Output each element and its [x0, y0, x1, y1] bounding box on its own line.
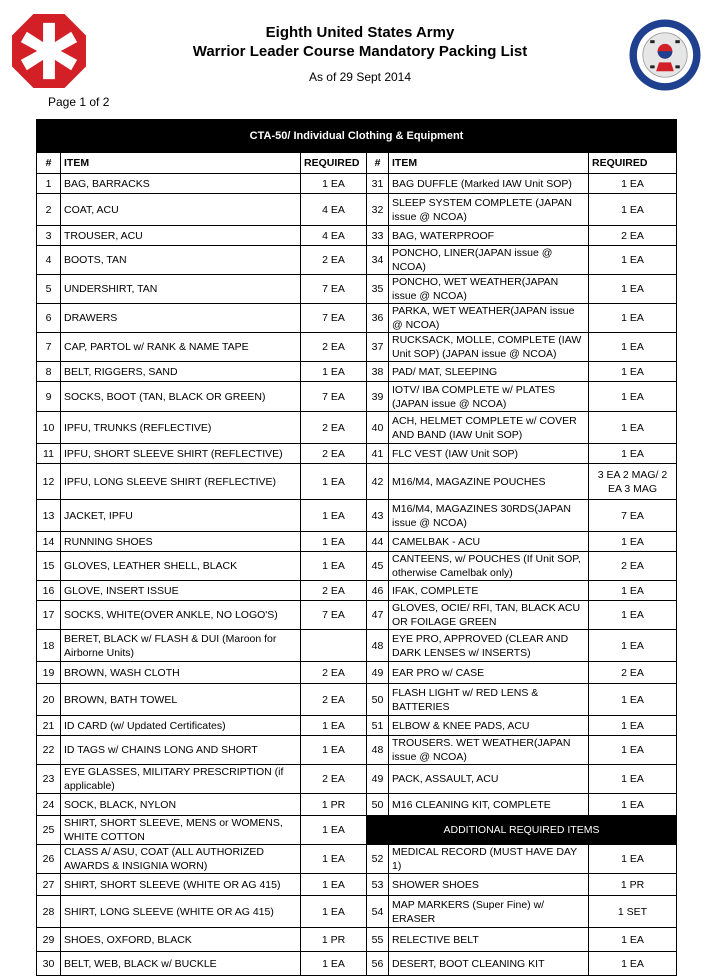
- item-required: 1 EA: [589, 601, 677, 630]
- item-name: BAG DUFFLE (Marked IAW Unit SOP): [389, 174, 589, 194]
- item-name: FLC VEST (IAW Unit SOP): [389, 444, 589, 464]
- item-required: 1 EA: [589, 246, 677, 275]
- item-number: 52: [367, 845, 389, 874]
- item-name: BERET, BLACK w/ FLASH & DUI (Maroon for Airborne Units): [61, 630, 301, 662]
- item-number: 27: [37, 874, 61, 896]
- item-required: 2 EA: [301, 684, 367, 716]
- table-row: [37, 412, 677, 444]
- item-number: 28: [37, 896, 61, 928]
- table-row: [37, 928, 677, 952]
- document-title: Eighth United States Army: [265, 24, 455, 41]
- table-row: [37, 532, 677, 552]
- item-required: 1 EA: [589, 333, 677, 362]
- item-name: BOOTS, TAN: [61, 246, 301, 275]
- col-header-required: REQUIRED: [301, 153, 367, 174]
- item-required: 2 EA: [301, 333, 367, 362]
- item-number: 50: [367, 684, 389, 716]
- item-number: 55: [367, 928, 389, 952]
- item-required: 1 EA: [301, 952, 367, 976]
- item-required: 1 EA: [301, 874, 367, 896]
- item-number: 37: [367, 333, 389, 362]
- item-name: RUNNING SHOES: [61, 532, 301, 552]
- item-required: 1 EA: [589, 794, 677, 816]
- item-number: 47: [367, 601, 389, 630]
- item-number: 13: [37, 500, 61, 532]
- item-required: 1 EA: [589, 194, 677, 226]
- table-row: [37, 630, 677, 662]
- item-name: CANTEENS, w/ POUCHES (If Unit SOP, otherwise Camelbak only): [389, 552, 589, 581]
- item-name: MEDICAL RECORD (MUST HAVE DAY 1): [389, 845, 589, 874]
- item-number: 30: [37, 952, 61, 976]
- item-name: BELT, WEB, BLACK w/ BUCKLE: [61, 952, 301, 976]
- item-name: ID CARD (w/ Updated Certificates): [61, 716, 301, 736]
- table-row: [37, 226, 677, 246]
- item-name: BROWN, WASH CLOTH: [61, 662, 301, 684]
- item-name: UNDERSHIRT, TAN: [61, 275, 301, 304]
- item-name: PAD/ MAT, SLEEPING: [389, 362, 589, 382]
- table-row: [37, 362, 677, 382]
- item-name: COAT, ACU: [61, 194, 301, 226]
- item-number: 3: [37, 226, 61, 246]
- document-subtitle: Warrior Leader Course Mandatory Packing List: [192, 43, 528, 60]
- item-required: 7 EA: [589, 500, 677, 532]
- item-required: 1 EA: [589, 275, 677, 304]
- table-row: [37, 601, 677, 630]
- col-header-item: ITEM: [61, 153, 301, 174]
- item-required: 4 EA: [301, 194, 367, 226]
- item-number: 49: [367, 662, 389, 684]
- item-required: 1 PR: [301, 928, 367, 952]
- table-row: [37, 794, 677, 816]
- item-number: 5: [37, 275, 61, 304]
- item-number: 54: [367, 896, 389, 928]
- additional-items-header: ADDITIONAL REQUIRED ITEMS: [367, 816, 677, 845]
- item-number: 50: [367, 794, 389, 816]
- table-row: [37, 816, 677, 845]
- item-name: CLASS A/ ASU, COAT (ALL AUTHORIZED AWARDS & INSIGNIA WORN): [61, 845, 301, 874]
- item-number: 1: [37, 174, 61, 194]
- item-name: M16/M4, MAGAZINES 30RDS(JAPAN issue @ NCOA): [389, 500, 589, 532]
- table-row: [37, 304, 677, 333]
- item-name: GLOVE, INSERT ISSUE: [61, 581, 301, 601]
- item-name: IPFU, TRUNKS (REFLECTIVE): [61, 412, 301, 444]
- table-row: [37, 382, 677, 412]
- item-required: 1 EA: [589, 765, 677, 794]
- item-required: 1 EA: [589, 382, 677, 412]
- item-name: JACKET, IPFU: [61, 500, 301, 532]
- item-number: 51: [367, 716, 389, 736]
- item-number: 12: [37, 464, 61, 500]
- table-row: [37, 896, 677, 928]
- item-required: 2 EA: [301, 246, 367, 275]
- item-name: TROUSERS. WET WEATHER(JAPAN issue @ NCOA): [389, 736, 589, 765]
- table-row: [37, 845, 677, 874]
- item-number: 21: [37, 716, 61, 736]
- item-name: SHIRT, LONG SLEEVE (WHITE OR AG 415): [61, 896, 301, 928]
- item-name: SHIRT, SHORT SLEEVE, MENS or WOMENS, WHITE COTTON: [61, 816, 301, 845]
- item-required: 3 EA 2 MAG/ 2 EA 3 MAG: [589, 464, 677, 500]
- item-required: 2 EA: [589, 552, 677, 581]
- item-name: EYE GLASSES, MILITARY PRESCRIPTION (if applicable): [61, 765, 301, 794]
- page-number: Page 1 of 2: [48, 95, 110, 109]
- item-number: 16: [37, 581, 61, 601]
- as-of-date: As of 29 Sept 2014: [308, 70, 412, 84]
- item-number: 9: [37, 382, 61, 412]
- item-number: 10: [37, 412, 61, 444]
- item-required: 2 EA: [589, 662, 677, 684]
- item-name: SOCK, BLACK, NYLON: [61, 794, 301, 816]
- col-header-required: REQUIRED: [589, 153, 677, 174]
- table-row: [37, 246, 677, 275]
- item-number: 41: [367, 444, 389, 464]
- item-number: 48: [367, 630, 389, 662]
- item-number: 46: [367, 581, 389, 601]
- item-number: 34: [367, 246, 389, 275]
- item-number: 38: [367, 362, 389, 382]
- table-row: [37, 952, 677, 976]
- item-name: M16/M4, MAGAZINE POUCHES: [389, 464, 589, 500]
- item-name: CAP, PARTOL w/ RANK & NAME TAPE: [61, 333, 301, 362]
- item-required: 7 EA: [301, 275, 367, 304]
- item-name: IOTV/ IBA COMPLETE w/ PLATES (JAPAN issue @ NCOA): [389, 382, 589, 412]
- item-number: 39: [367, 382, 389, 412]
- item-required: 1 EA: [589, 412, 677, 444]
- section-banner: CTA-50/ Individual Clothing & Equipment: [37, 120, 677, 153]
- item-name: SOCKS, BOOT (TAN, BLACK OR GREEN): [61, 382, 301, 412]
- item-number: 29: [37, 928, 61, 952]
- item-name: PONCHO, WET WEATHER(JAPAN issue @ NCOA): [389, 275, 589, 304]
- item-required: 1 EA: [589, 581, 677, 601]
- item-required: 1 EA: [589, 362, 677, 382]
- item-number: 15: [37, 552, 61, 581]
- item-required: 2 EA: [301, 444, 367, 464]
- packing-list-table: [36, 119, 677, 976]
- item-number: 6: [37, 304, 61, 333]
- item-required: 7 EA: [301, 304, 367, 333]
- item-name: SOCKS, WHITE(OVER ANKLE, NO LOGO'S): [61, 601, 301, 630]
- item-required: 1 EA: [301, 845, 367, 874]
- table-row: [37, 684, 677, 716]
- item-required: 1 EA: [301, 500, 367, 532]
- item-name: SHIRT, SHORT SLEEVE (WHITE OR AG 415): [61, 874, 301, 896]
- item-required: 2 EA: [301, 412, 367, 444]
- item-required: 1 EA: [589, 630, 677, 662]
- item-name: BAG, WATERPROOF: [389, 226, 589, 246]
- table-row: [37, 333, 677, 362]
- item-name: GLOVES, OCIE/ RFI, TAN, BLACK ACU OR FOILAGE GREEN: [389, 601, 589, 630]
- item-name: CAMELBAK - ACU: [389, 532, 589, 552]
- item-required: 1 EA: [589, 684, 677, 716]
- table-row: [37, 581, 677, 601]
- item-required: 1 EA: [589, 716, 677, 736]
- item-required: [301, 630, 367, 662]
- item-required: 1 EA: [589, 174, 677, 194]
- item-required: 1 PR: [589, 874, 677, 896]
- col-header-num: #: [37, 153, 61, 174]
- item-number: 48: [367, 736, 389, 765]
- item-number: 11: [37, 444, 61, 464]
- item-number: 44: [367, 532, 389, 552]
- table-row: [37, 174, 677, 194]
- item-required: 1 EA: [301, 552, 367, 581]
- item-name: PARKA, WET WEATHER(JAPAN issue @ NCOA): [389, 304, 589, 333]
- item-required: 1 EA: [589, 928, 677, 952]
- item-required: 4 EA: [301, 226, 367, 246]
- item-name: SHOWER SHOES: [389, 874, 589, 896]
- item-number: 4: [37, 246, 61, 275]
- item-number: 8: [37, 362, 61, 382]
- item-name: SHOES, OXFORD, BLACK: [61, 928, 301, 952]
- item-name: SLEEP SYSTEM COMPLETE (JAPAN issue @ NCOA): [389, 194, 589, 226]
- item-required: 1 EA: [301, 896, 367, 928]
- item-number: 23: [37, 765, 61, 794]
- item-required: 1 EA: [589, 736, 677, 765]
- item-required: 1 EA: [589, 304, 677, 333]
- col-header-item: ITEM: [389, 153, 589, 174]
- item-name: BELT, RIGGERS, SAND: [61, 362, 301, 382]
- item-required: 1 EA: [589, 532, 677, 552]
- item-name: DESERT, BOOT CLEANING KIT: [389, 952, 589, 976]
- item-number: 43: [367, 500, 389, 532]
- item-number: 35: [367, 275, 389, 304]
- item-required: 1 EA: [301, 736, 367, 765]
- table-row: [37, 552, 677, 581]
- item-name: EAR PRO w/ CASE: [389, 662, 589, 684]
- table-row: [37, 662, 677, 684]
- item-number: 26: [37, 845, 61, 874]
- item-name: M16 CLEANING KIT, COMPLETE: [389, 794, 589, 816]
- table-row: [37, 736, 677, 765]
- item-number: 36: [367, 304, 389, 333]
- item-number: 22: [37, 736, 61, 765]
- item-required: 1 EA: [589, 444, 677, 464]
- item-name: IFAK, COMPLETE: [389, 581, 589, 601]
- item-number: 17: [37, 601, 61, 630]
- item-name: DRAWERS: [61, 304, 301, 333]
- item-number: 20: [37, 684, 61, 716]
- item-name: BROWN, BATH TOWEL: [61, 684, 301, 716]
- item-number: 40: [367, 412, 389, 444]
- item-name: MAP MARKERS (Super Fine) w/ ERASER: [389, 896, 589, 928]
- item-number: 19: [37, 662, 61, 684]
- item-required: 1 EA: [589, 845, 677, 874]
- table-row: [37, 500, 677, 532]
- table-row: [37, 464, 677, 500]
- item-required: 7 EA: [301, 601, 367, 630]
- item-name: IPFU, SHORT SLEEVE SHIRT (REFLECTIVE): [61, 444, 301, 464]
- table-row: [37, 194, 677, 226]
- item-number: 33: [367, 226, 389, 246]
- item-name: RELECTIVE BELT: [389, 928, 589, 952]
- item-required: 2 EA: [589, 226, 677, 246]
- item-number: 14: [37, 532, 61, 552]
- item-number: 2: [37, 194, 61, 226]
- item-number: 49: [367, 765, 389, 794]
- item-name: PONCHO, LINER(JAPAN issue @ NCOA): [389, 246, 589, 275]
- item-required: 1 EA: [301, 362, 367, 382]
- item-required: 7 EA: [301, 382, 367, 412]
- item-required: 1 EA: [301, 816, 367, 845]
- item-required: 1 EA: [301, 716, 367, 736]
- item-required: 1 EA: [301, 174, 367, 194]
- item-name: ELBOW & KNEE PADS, ACU: [389, 716, 589, 736]
- col-header-num: #: [367, 153, 389, 174]
- item-name: RUCKSACK, MOLLE, COMPLETE (IAW Unit SOP) (JAPAN issue @ NCOA): [389, 333, 589, 362]
- item-required: 1 PR: [301, 794, 367, 816]
- item-name: EYE PRO, APPROVED (CLEAR AND DARK LENSES w/ INSERTS): [389, 630, 589, 662]
- item-number: 7: [37, 333, 61, 362]
- item-number: 45: [367, 552, 389, 581]
- item-name: FLASH LIGHT w/ RED LENS & BATTERIES: [389, 684, 589, 716]
- item-number: 25: [37, 816, 61, 845]
- table-row: [37, 716, 677, 736]
- item-required: 2 EA: [301, 765, 367, 794]
- table-row: [37, 275, 677, 304]
- item-required: 1 EA: [589, 952, 677, 976]
- item-required: 1 EA: [301, 464, 367, 500]
- item-name: ID TAGS w/ CHAINS LONG AND SHORT: [61, 736, 301, 765]
- table-row: [37, 444, 677, 464]
- item-number: 42: [367, 464, 389, 500]
- item-name: IPFU, LONG SLEEVE SHIRT (REFLECTIVE): [61, 464, 301, 500]
- item-name: GLOVES, LEATHER SHELL, BLACK: [61, 552, 301, 581]
- item-name: BAG, BARRACKS: [61, 174, 301, 194]
- item-required: 1 EA: [301, 532, 367, 552]
- item-number: 32: [367, 194, 389, 226]
- item-number: 24: [37, 794, 61, 816]
- item-name: ACH, HELMET COMPLETE w/ COVER AND BAND (IAW Unit SOP): [389, 412, 589, 444]
- item-number: 18: [37, 630, 61, 662]
- item-number: 31: [367, 174, 389, 194]
- item-name: PACK, ASSAULT, ACU: [389, 765, 589, 794]
- item-required: 2 EA: [301, 581, 367, 601]
- table-row: [37, 765, 677, 794]
- table-row: [37, 874, 677, 896]
- item-required: 2 EA: [301, 662, 367, 684]
- item-number: 53: [367, 874, 389, 896]
- item-name: TROUSER, ACU: [61, 226, 301, 246]
- item-number: 56: [367, 952, 389, 976]
- item-required: 1 SET: [589, 896, 677, 928]
